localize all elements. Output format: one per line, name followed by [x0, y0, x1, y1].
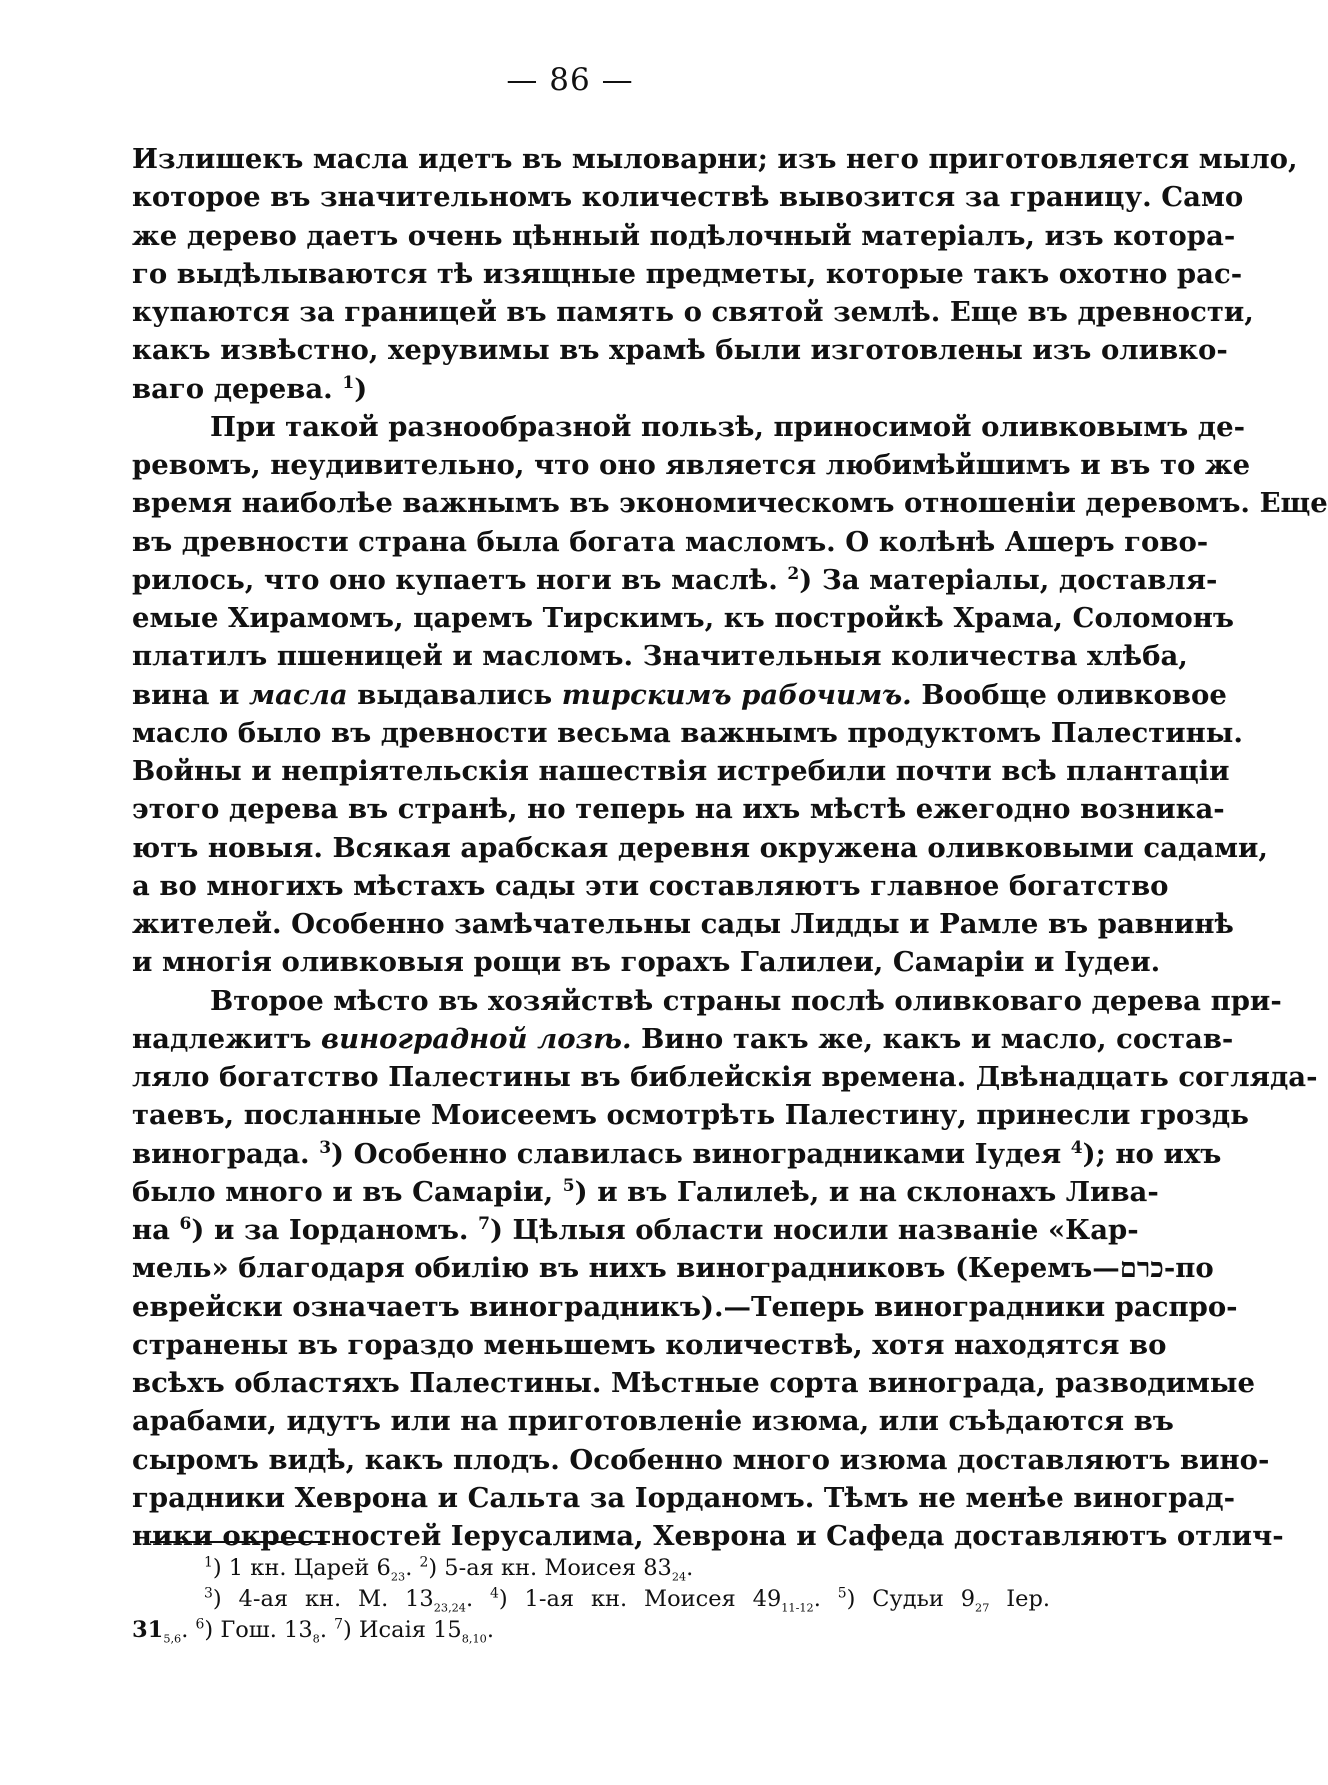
- text-line: ники окрестностей Іерусалима, Хеврона и Сафеда доставляютъ отлич-: [132, 1520, 1284, 1552]
- text-line: на $^6$) и за Іорданомъ. $^7$) Цѣлыя области носили названіе «Кар-: [132, 1213, 1139, 1246]
- text-line: которое въ значительномъ количествѣ вывозится за границу. Само: [132, 181, 1244, 214]
- text-line: этого дерева въ странѣ, но теперь на ихъ мѣстѣ ежегодно возника-: [132, 793, 1225, 826]
- text-line: какъ извѣстно, херувимы въ храмѣ были изготовлены изъ оливко-: [132, 334, 1228, 367]
- text-line: рилось, что оно купаетъ ноги въ маслѣ. $^2$) За матеріалы, доставля-: [132, 563, 1218, 596]
- text-line: Излишекъ масла идетъ въ мыловарни; изъ него приготовляется мыло,: [132, 143, 1298, 175]
- text-line: емые Хирамомъ, царемъ Тирскимъ, къ постройкѣ Храма, Соломонъ: [132, 602, 1234, 634]
- text-line: масло было въ древности весьма важнымъ продуктомъ Палестины.: [132, 716, 1243, 749]
- text-line: мель» благодаря обилію въ нихъ виноградниковъ (Керемъ—כרם-по: [132, 1252, 1214, 1285]
- footnote-line: $31_{5,6}$. $^6$) Гош. $13_8$. $^7$) Исаія $15_{8,10}$.: [132, 1616, 494, 1646]
- text-line: платилъ пшеницей и масломъ. Значительныя количества хлѣба,: [132, 640, 1188, 673]
- text-line: всѣхъ областяхъ Палестины. Мѣстные сорта винограда, разводимые: [132, 1367, 1255, 1399]
- text-line: арабами, идутъ или на приготовленіе изюма, или съѣдаются въ: [132, 1405, 1174, 1438]
- text-line: странены въ гораздо меньшемъ количествѣ, хотя находятся во: [132, 1328, 1167, 1361]
- text-line: ревомъ, неудивительно, что оно является любимѣйшимъ и въ то же: [132, 449, 1251, 481]
- footnote-ref: 5: [562, 1175, 575, 1196]
- text-line: ютъ новыя. Всякая арабская деревня окружена оливковыми садами,: [132, 831, 1268, 864]
- text-line: ваго дерева. $^1$): [132, 372, 368, 405]
- text-line: винограда. $^3$) Особенно славилась виноградниками Іудея $^4$); но ихъ: [132, 1137, 1222, 1170]
- italic-text: виноградной лозѣ.: [321, 1022, 632, 1055]
- text-line: сыромъ видѣ, какъ плодъ. Особенно много изюма доставляютъ вино-: [132, 1443, 1270, 1476]
- footnotes: [132, 1553, 1050, 1646]
- text-line: купаются за границей въ память о святой землѣ. Еще въ древности,: [132, 296, 1254, 328]
- footnote-ref: 6: [179, 1213, 192, 1234]
- text-line: въ древности страна была богата масломъ. О колѣнѣ Ашеръ гово-: [132, 525, 1209, 558]
- text-line: жителей. Особенно замѣчательны сады Лидды и Рамле въ равнинѣ: [132, 908, 1234, 940]
- footnote-line: $^3$) 4-ая кн. М. $13_{23,24}$. $^4$) 1-ая кн. Моисея $49_{11-12}$. $^5$) Судьи $9_{27}$ Іер.: [204, 1585, 1051, 1615]
- footnote-ref: 3: [319, 1137, 332, 1158]
- page-number: — 86 —: [506, 62, 634, 98]
- text-line: же дерево даетъ очень цѣнный подѣлочный матеріалъ, изъ котора-: [132, 219, 1236, 252]
- text-line: а во многихъ мѣстахъ сады эти составляютъ главное богатство: [132, 869, 1169, 902]
- footnote-ref: 1: [342, 372, 355, 393]
- text-line: таевъ, посланные Моисеемъ осмотрѣть Палестину, принесли гроздь: [132, 1099, 1249, 1132]
- footnote-ref: 4: [1070, 1137, 1083, 1158]
- text-line: было много и въ Самаріи, $^5$) и въ Галилеѣ, и на склонахъ Лива-: [132, 1175, 1159, 1208]
- italic-text: тирскимъ рабочимъ.: [561, 678, 912, 711]
- text-line: надлежитъ виноградной лозѣ. Вино такъ же, какъ и масло, состав-: [132, 1022, 1234, 1055]
- footnote-divider: [150, 1541, 330, 1543]
- text-line: Войны и непріятельскія нашествія истребили почти всѣ плантаціи: [132, 755, 1230, 787]
- text-line: градники Хеврона и Сальта за Іорданомъ. Тѣмъ не менѣе винoград-: [132, 1481, 1235, 1514]
- text-line: время наиболѣе важнымъ въ экономическомъ отношеніи деревомъ. Еще: [132, 487, 1328, 520]
- text-line: вина и масла выдавались тирскимъ рабочимъ. Вообще оливковое: [132, 678, 1227, 711]
- footnote-ref: 2: [787, 563, 800, 584]
- footnote-ref: 7: [478, 1213, 490, 1234]
- text-line: еврейски означаетъ виноградникъ).—Теперь виноградники распро-: [132, 1290, 1238, 1323]
- text-line: и многія оливковыя рощи въ горахъ Галилеи, Самаріи и Іудеи.: [132, 946, 1161, 979]
- text-line: При такой разнообразной пользѣ, приносимой оливковымъ де-: [210, 410, 1246, 443]
- footnote-line: $^1$) 1 кн. Царей $6_{23}$. $^2$) 5-ая кн. Моисея $83_{24}$.: [204, 1554, 694, 1584]
- text-line: Второе мѣсто въ хозяйствѣ страны послѣ оливковаго дерева при-: [210, 984, 1282, 1017]
- text-line: го выдѣлываются тѣ изящные предметы, которые такъ охотно рас-: [132, 257, 1243, 290]
- italic-text: масла: [249, 678, 348, 711]
- text-line: ляло богатство Палестины въ библейскія времена. Двѣнадцать соглядa-: [132, 1061, 1318, 1093]
- body-text: [132, 140, 1328, 1555]
